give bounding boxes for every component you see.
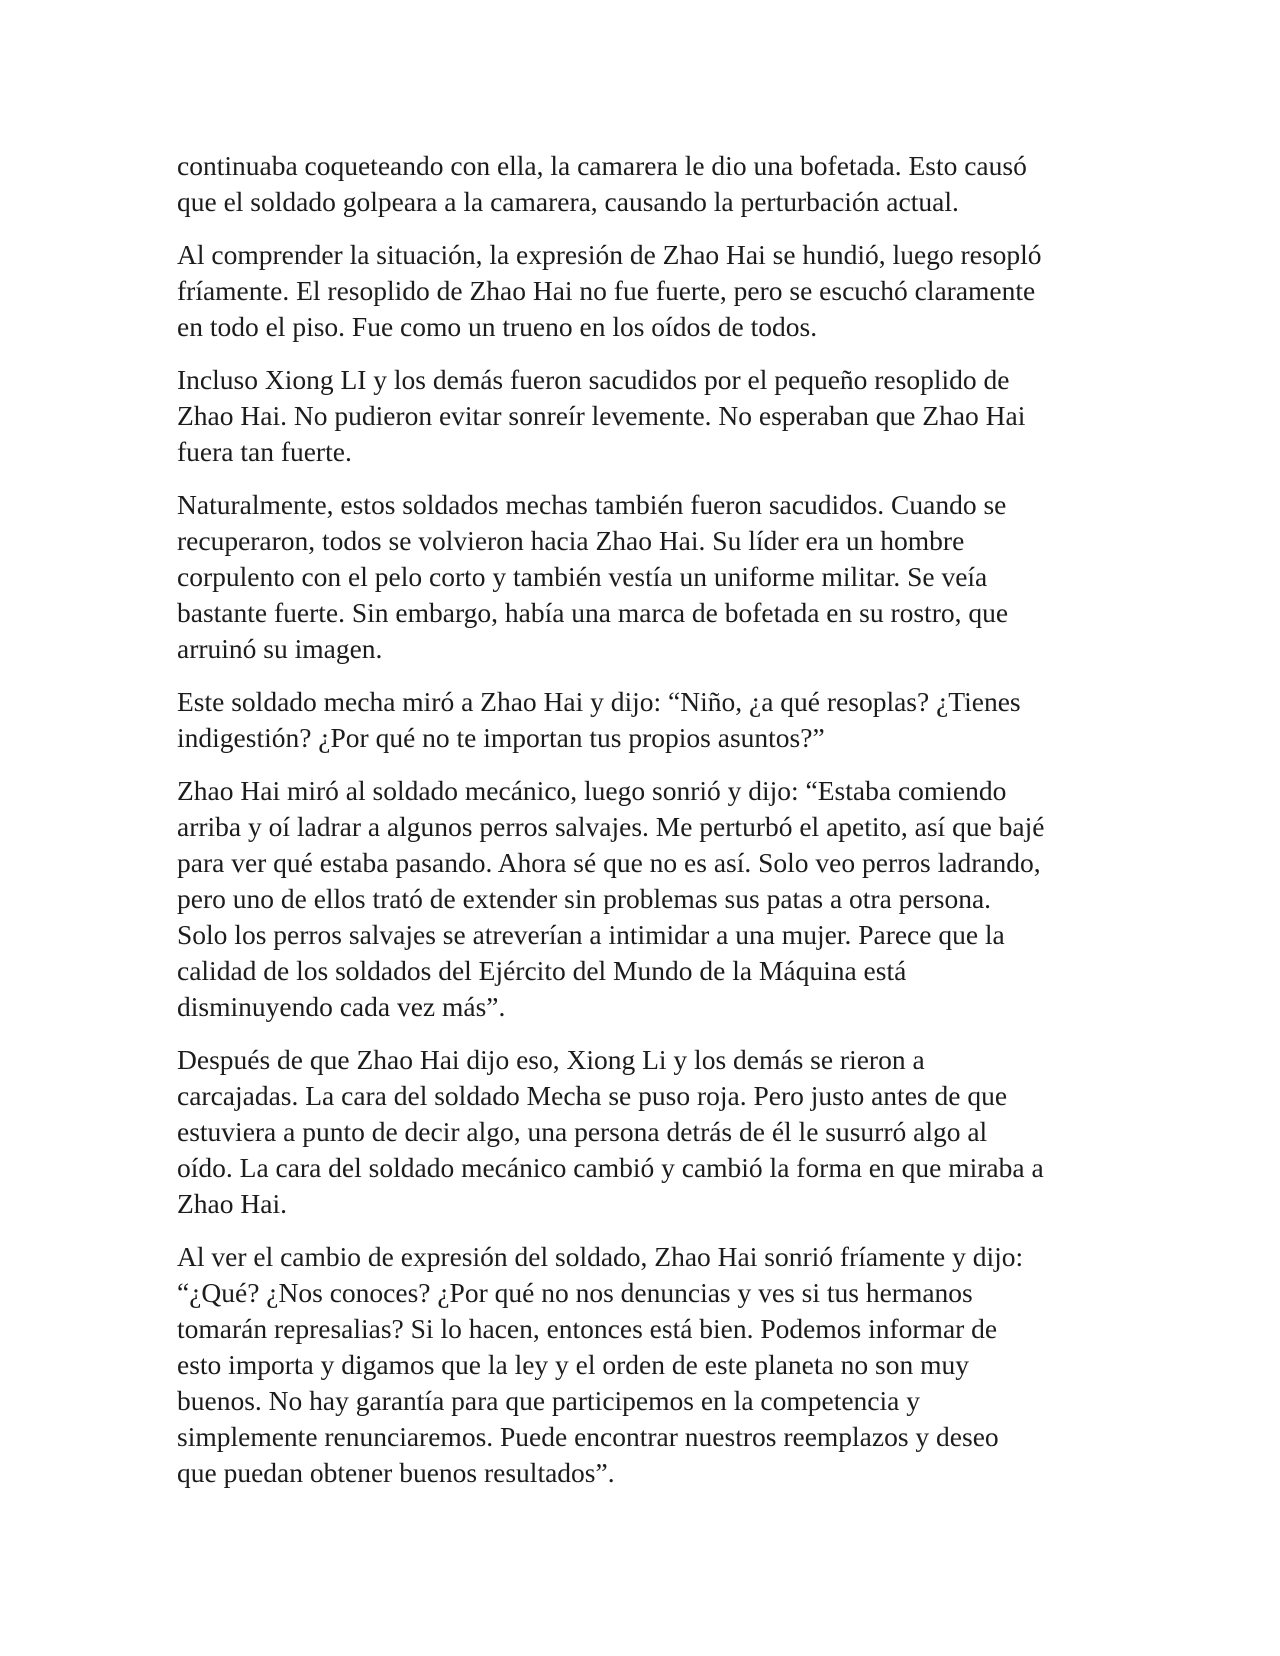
text-line: arruinó su imagen. (177, 633, 383, 664)
text-line: corpulento con el pelo corto y también vestía un uniforme militar. Se veía (177, 561, 988, 592)
text-line: oído. La cara del soldado mecánico cambió y cambió la forma en que miraba a (177, 1152, 1044, 1183)
text-line: esto importa y digamos que la ley y el orden de este planeta no son muy (177, 1349, 969, 1380)
paragraph-1 (177, 148, 1107, 220)
text-line: en todo el piso. Fue como un trueno en los oídos de todos. (177, 311, 818, 342)
text-line: fríamente. El resoplido de Zhao Hai no fue fuerte, pero se escuchó claramente (177, 275, 1036, 306)
text-line: Solo los perros salvajes se atreverían a intimidar a una mujer. Parece que la (177, 919, 1005, 950)
paragraph-5 (177, 684, 1107, 756)
text-line: carcajadas. La cara del soldado Mecha se puso roja. Pero justo antes de que (177, 1080, 1008, 1111)
paragraph-6 (177, 773, 1107, 1025)
document-body (177, 148, 1107, 1508)
text-line: Al comprender la situación, la expresión de Zhao Hai se hundió, luego resopló (177, 239, 1042, 270)
text-line: fuera tan fuerte. (177, 436, 352, 467)
text-line: arriba y oí ladrar a algunos perros salvajes. Me perturbó el apetito, así que bajé (177, 811, 1045, 842)
text-line: Zhao Hai miró al soldado mecánico, luego sonrió y dijo: “Estaba comiendo (177, 775, 1007, 806)
text-line: Este soldado mecha miró a Zhao Hai y dijo: “Niño, ¿a qué resoplas? ¿Tienes (177, 686, 1021, 717)
paragraph-3 (177, 362, 1107, 470)
text-line: Al ver el cambio de expresión del soldado, Zhao Hai sonrió fríamente y dijo: (177, 1241, 1024, 1272)
text-line: disminuyendo cada vez más”. (177, 991, 506, 1022)
text-line: Después de que Zhao Hai dijo eso, Xiong Li y los demás se rieron a (177, 1044, 925, 1075)
text-line: Incluso Xiong LI y los demás fueron sacudidos por el pequeño resoplido de (177, 364, 1010, 395)
text-line: que el soldado golpeara a la camarera, causando la perturbación actual. (177, 186, 959, 217)
text-line: bastante fuerte. Sin embargo, había una marca de bofetada en su rostro, que (177, 597, 1009, 628)
text-line: estuviera a punto de decir algo, una persona detrás de él le susurró algo al (177, 1116, 988, 1147)
paragraph-7 (177, 1042, 1107, 1222)
text-line: que puedan obtener buenos resultados”. (177, 1457, 615, 1488)
text-line: buenos. No hay garantía para que participemos en la competencia y (177, 1385, 920, 1416)
text-line: calidad de los soldados del Ejército del Mundo de la Máquina está (177, 955, 907, 986)
text-line: continuaba coqueteando con ella, la camarera le dio una bofetada. Esto causó (177, 150, 1027, 181)
text-line: indigestión? ¿Por qué no te importan tus propios asuntos?” (177, 722, 825, 753)
text-line: recuperaron, todos se volvieron hacia Zhao Hai. Su líder era un hombre (177, 525, 965, 556)
text-line: Naturalmente, estos soldados mechas también fueron sacudidos. Cuando se (177, 489, 1007, 520)
paragraph-8 (177, 1239, 1107, 1491)
text-line: simplemente renunciaremos. Puede encontrar nuestros reemplazos y deseo (177, 1421, 999, 1452)
text-line: para ver qué estaba pasando. Ahora sé que no es así. Solo veo perros ladrando, (177, 847, 1041, 878)
text-line: Zhao Hai. No pudieron evitar sonreír levemente. No esperaban que Zhao Hai (177, 400, 1026, 431)
text-line: pero uno de ellos trató de extender sin problemas sus patas a otra persona. (177, 883, 992, 914)
text-line: tomarán represalias? Si lo hacen, entonces está bien. Podemos informar de (177, 1313, 998, 1344)
paragraph-2 (177, 237, 1107, 345)
text-line: “¿Qué? ¿Nos conoces? ¿Por qué no nos denuncias y ves si tus hermanos (177, 1277, 973, 1308)
paragraph-4 (177, 487, 1107, 667)
text-line: Zhao Hai. (177, 1188, 287, 1219)
